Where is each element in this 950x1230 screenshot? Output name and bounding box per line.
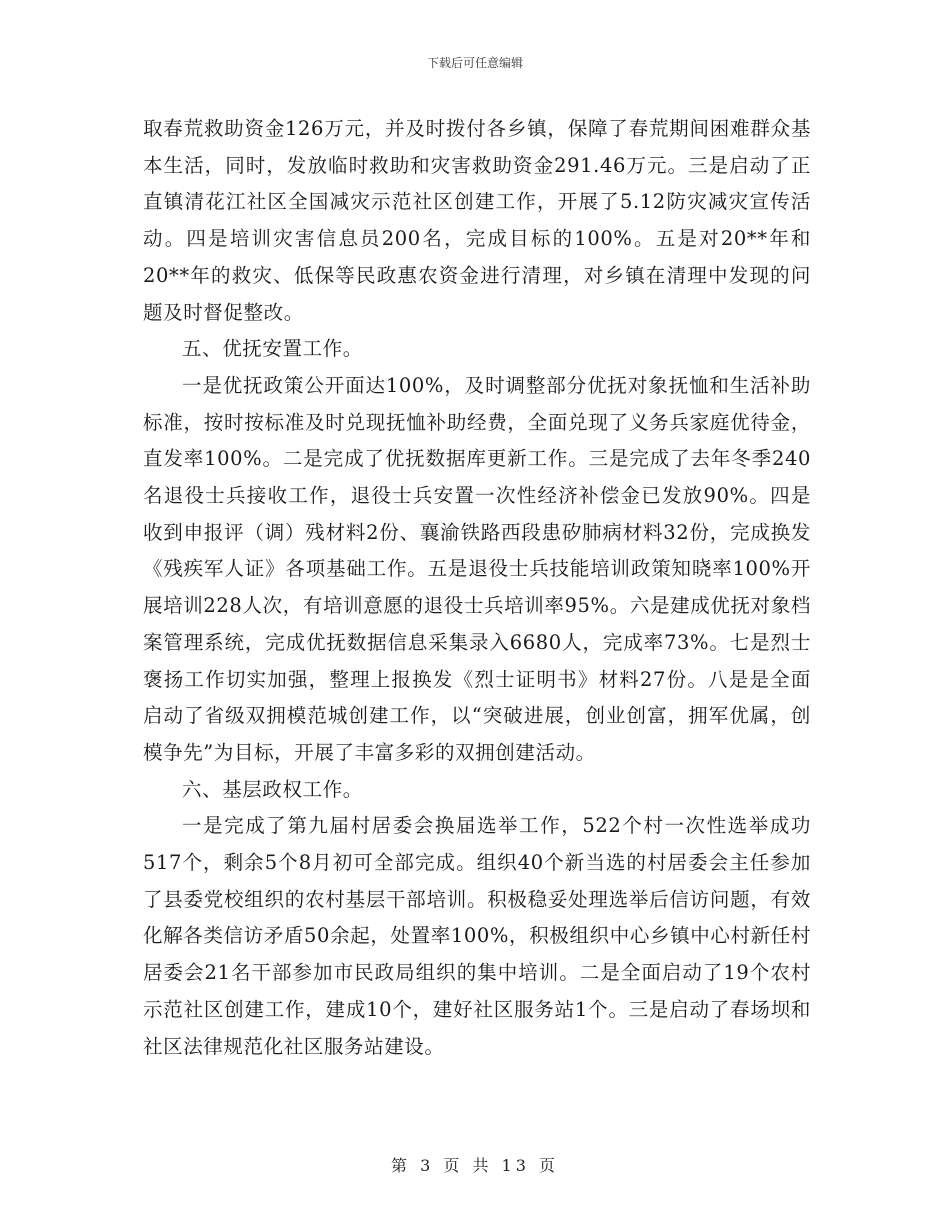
paragraph-preferential-care: 一是优抚政策公开面达100%，及时调整部分优抚对象抚恤和生活补助标准，按时按标准及时兑现抚恤补助经费，全面兑现了义务兵家庭优待金，直发率100%。二是完成了优抚数据库更新工作。三是完成了去年冬季240名退役士兵接收工作，退役士兵安置一次性经济补偿金已发放90%。四是收到申报评（调）残材料2份、襄渝铁路西段患矽肺病材料32份，完成换发《残疾军人证》各项基础工作。五是退役士兵技能培训政策知晓率100%开展培训228人次，有培训意愿的退役士兵培训率95%。六是建成优抚对象档案管理系统，完成优抚数据信息采集录入6680人，完成率73%。七是烈士褒扬工作切实加强，整理上报换发《烈士证明书》材料27份。八是是全面启动了省级双拥模范城创建工作，以“突破进展，创业创富，拥军优属，创模争先”为目标，开展了丰富多彩的双拥创建活动。 (143, 373, 811, 764)
section-heading-grassroots-government: 六、基层政权工作。 (182, 777, 363, 801)
page-number: 第 3 页 共 13 页 (391, 1156, 559, 1175)
paragraph-grassroots-government: 一是完成了第九届村居委会换届选举工作，522个村一次性选举成功517个，剩余5个8月初可全部完成。组织40个新当选的村居委会主任参加了县委党校组织的农村基层干部培训。积极稳妥处理选举后信访问题，有效化解各类信访矛盾50余起，处置率100%，积极组织中心乡镇中心村新任村居委会21名干部参加市民政局组织的集中培训。二是全面启动了19个农村示范社区创建工作，建成10个，建好社区服务站1个。三是启动了春场坝和社区法律规范化社区服务站建设。 (143, 814, 811, 1058)
page-header-note: 下载后可任意编辑 (426, 56, 523, 70)
document-body (143, 111, 811, 1065)
section-heading-preferential-care: 五、优抚安置工作。 (182, 337, 363, 361)
paragraph-relief-funds: 取春荒救助资金126万元，并及时拨付各乡镇，保障了春荒期间困难群众基本生活，同时，发放临时救助和灾害救助资金291.46万元。三是启动了正直镇清花江社区全国减灾示范社区创建工作，开展了5.12防灾减灾宣传活动。四是培训灾害信息员200名，完成目标的100%。五是对20**年和20**年的救灾、低保等民政惠农资金进行清理，对乡镇在清理中发现的问题及时督促整改。 (143, 117, 811, 324)
